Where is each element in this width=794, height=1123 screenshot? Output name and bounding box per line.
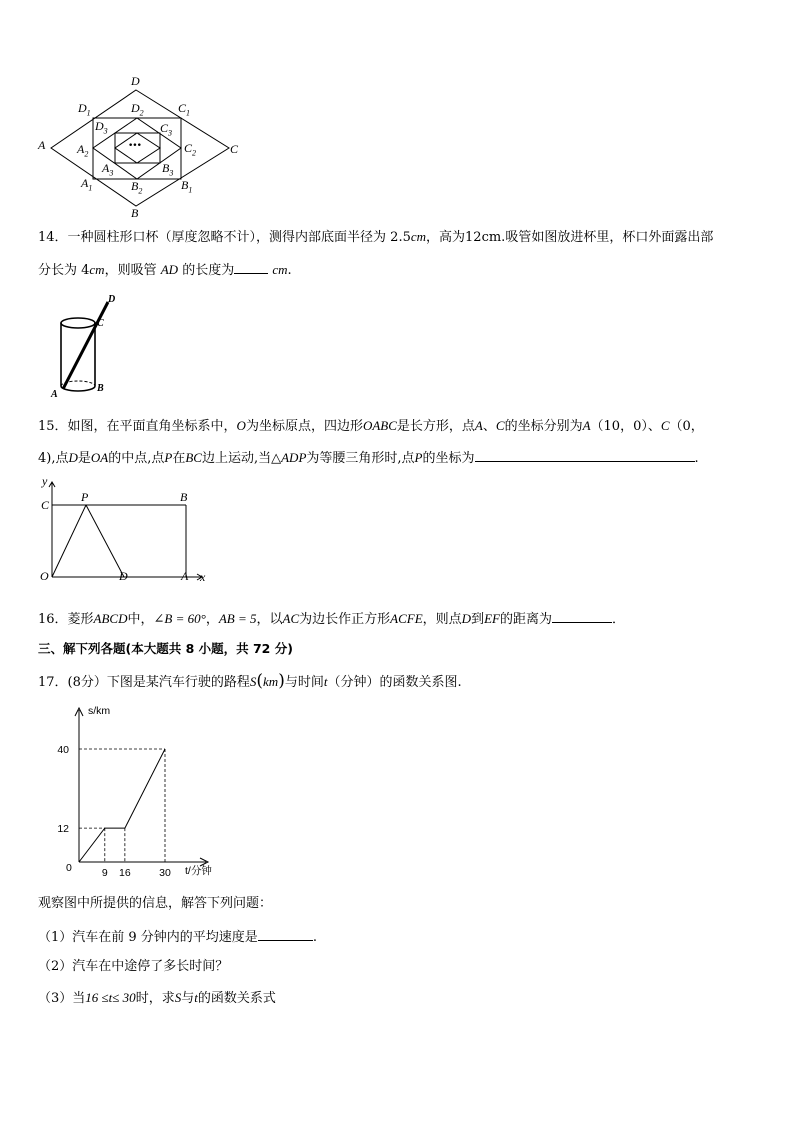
- fig15-A: A: [181, 569, 189, 583]
- q15-line1: 15．如图，在平面直角坐标系中，O为坐标原点，四边形OABC是长方形，点A、C的坐标分别为A（10，0）、C（0，: [38, 418, 704, 434]
- label-D3: $D_3$: [95, 119, 108, 136]
- label-D1: $D_1$: [78, 101, 91, 118]
- cup-label-A: A: [51, 389, 58, 400]
- label-C: C: [230, 142, 239, 156]
- label-C1: $C_1$: [178, 101, 191, 118]
- fig15-B: B: [180, 490, 188, 504]
- cup-label-B: B: [97, 383, 104, 394]
- fig15-D: D: [119, 569, 128, 583]
- label-A: A: [38, 138, 46, 152]
- chart-tick-labels: [57, 744, 171, 879]
- label-C2: $C_2$: [184, 141, 197, 158]
- q17-sub1-blank[interactable]: [258, 928, 313, 941]
- fig15-y: y: [42, 474, 48, 488]
- label-D: D: [131, 74, 140, 88]
- label-B: B: [131, 206, 139, 220]
- section-3-heading: 三、解下列各题(本大题共 8 小题，共 72 分): [38, 641, 293, 656]
- q17-observe: 观察图中所提供的信息，解答下列问题：: [38, 896, 273, 911]
- chart-axes: [75, 708, 208, 866]
- center-dots: •••: [128, 141, 141, 151]
- x-tick-30: 30: [159, 867, 171, 879]
- x-tick-16: 16: [119, 867, 131, 879]
- series-line: [79, 749, 165, 862]
- fig15-O: O: [40, 569, 49, 583]
- label-B3: $B_3$: [162, 161, 174, 178]
- label-A2: $A_2$: [77, 142, 89, 159]
- q17-sub2: （2）汽车在中途停了多长时间？: [38, 959, 229, 974]
- label-B2: $B_2$: [131, 179, 143, 196]
- q14-line2: 分长为 4cm，则吸管 AD 的长度为 cm.: [38, 262, 292, 278]
- label-B1: $B_1$: [181, 178, 193, 195]
- label-C3: $C_3$: [160, 121, 173, 138]
- chart-ylabel: s/km: [88, 705, 111, 717]
- label-A1: $A_1$: [81, 176, 93, 193]
- q17-sub3: （3）当16 ≤t≤ 30时，求S与t的函数关系式: [38, 990, 276, 1006]
- cup-label-D: D: [108, 294, 116, 305]
- chart-origin-label: 0: [66, 862, 72, 874]
- q16-line: 16．菱形ABCD中，∠B = 60°，AB = 5，以AC为边长作正方形ACFE，则点D到EF的距离为 ．: [38, 611, 625, 627]
- label-A3: $A_3$: [102, 161, 114, 178]
- x-tick-9: 9: [101, 867, 108, 879]
- cup-label-C: C: [97, 318, 104, 329]
- fig15-x: x: [200, 570, 206, 584]
- y-tick-12: 12: [57, 823, 69, 836]
- chart-xlabel: t/分钟: [185, 865, 212, 877]
- q14-line1: 14．一种圆柱形口杯（厚度忽略不计），测得内部底面半径为 2.5cm，高为12cm.吸管如图放进杯里，杯口外面露出部: [38, 229, 714, 245]
- y-tick-40: 40: [57, 744, 69, 756]
- q17-stem: 17．(8分）下图是某汽车行驶的路程S(km)与时间t（分钟）的函数关系图.: [38, 671, 462, 691]
- q17-sub1: （1）汽车在前 9 分钟内的平均速度是 .: [38, 930, 317, 945]
- label-D2: $D_2$: [131, 101, 144, 118]
- fig15-C: C: [41, 498, 50, 512]
- q15-line2: 4),点D是OA的中点,点P在BC边上运动,当△ADP为等腰三角形时,点P的坐标为 .: [38, 450, 699, 466]
- fig15-P: P: [81, 490, 89, 504]
